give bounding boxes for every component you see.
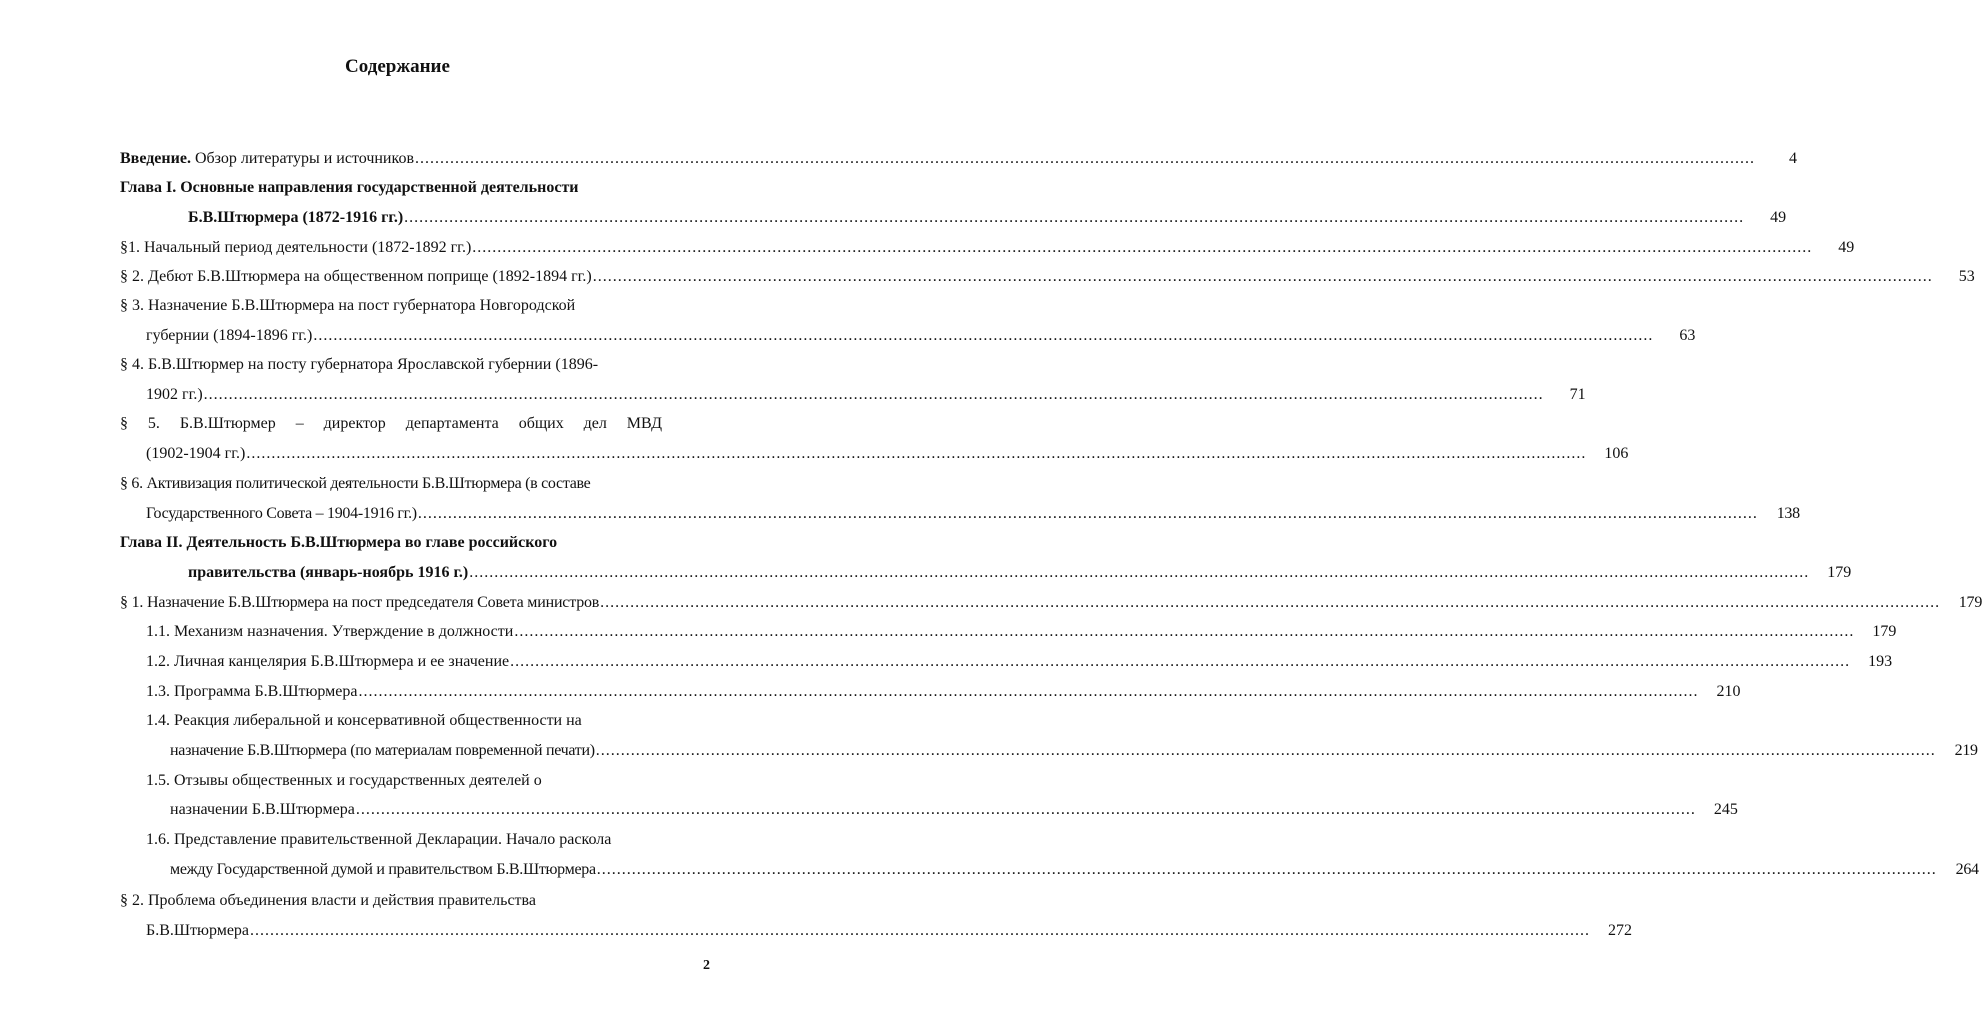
leader-dots: ............................................................................................................................................................................................................................................................................ — [415, 150, 1755, 167]
leader-dots: ............................................................................................................................................................................................................................................................................ — [417, 505, 1758, 522]
toc-entry-bold-label: Введение. — [120, 150, 191, 167]
leader-dots: ............................................................................................................................................................................................................................................................................ — [313, 327, 1654, 344]
toc-entry-page: 4 — [1789, 150, 1797, 167]
page-title: Содержание — [345, 56, 450, 77]
toc-entry-page: 106 — [1604, 445, 1629, 462]
leader-dots: ............................................................................................................................................................................................................................................................................ — [469, 564, 1810, 581]
toc-entry-text: Обзор литературы и источников — [190, 150, 414, 167]
toc-entry-text: § 2. Дебют Б.В.Штюрмера на общественном поприще (1892-1894 гг.) — [120, 268, 592, 285]
leader-dots: ............................................................................................................................................................................................................................................................................ — [510, 653, 1851, 670]
toc-entry-page: 71 — [1569, 386, 1586, 403]
toc-entry-text: § 5. Б.В.Штюрмер – директор департамента общих дел МВД — [120, 415, 662, 432]
toc-entry-text: (1902-1904 гг.) — [146, 445, 246, 462]
toc-entry-chapter-1-heading-cont[interactable] — [188, 207, 1787, 229]
toc-entry-page: 219 — [1954, 742, 1978, 759]
page-number: 2 — [703, 958, 710, 973]
toc-entry-subsection-1-1[interactable] — [146, 621, 1897, 643]
toc-entry-page: 272 — [1608, 922, 1633, 939]
toc-entry-subsection-1-6[interactable] — [146, 829, 700, 851]
toc-entry-subsection-1-2[interactable] — [146, 651, 1893, 673]
toc-entry-page: 179 — [1958, 594, 1982, 611]
toc-entry-page: 63 — [1679, 327, 1696, 344]
toc-entry-introduction[interactable] — [120, 148, 1797, 170]
toc-entry-text: назначение Б.В.Штюрмера (по материалам повременной печати) — [170, 742, 595, 759]
toc-entry-text: 1.1. Механизм назначения. Утверждение в должности — [146, 623, 514, 640]
leader-dots: ............................................................................................................................................................................................................................................................................ — [355, 801, 1696, 818]
toc-entry-text: Государственного Совета – 1904-1916 гг.) — [146, 505, 417, 522]
leader-dots: ............................................................................................................................................................................................................................................................................ — [404, 209, 1745, 226]
toc-entry-text: § 3. Назначение Б.В.Штюрмера на пост губернатора Новгородской — [120, 297, 576, 314]
toc-entry-text: § 1. Назначение Б.В.Штюрмера на пост председателя Совета министров — [120, 594, 600, 611]
toc-entry-subsection-1-5-cont[interactable] — [170, 799, 1738, 821]
leader-dots: ............................................................................................................................................................................................................................................................................ — [358, 683, 1699, 700]
toc-entry-page: 179 — [1872, 623, 1897, 640]
toc-entry-text: 1.4. Реакция либеральной и консервативной общественности на — [146, 712, 582, 729]
toc-entry-text: 1.2. Личная канцелярия Б.В.Штюрмера и ее значение — [146, 653, 510, 670]
toc-entry-text: § 4. Б.В.Штюрмер на посту губернатора Ярославской губернии (1896- — [120, 356, 599, 373]
toc-entry-section-1-5[interactable] — [120, 413, 700, 435]
toc-entry-section-1-4[interactable] — [120, 354, 700, 376]
leader-dots: ............................................................................................................................................................................................................................................................................ — [600, 594, 1941, 611]
toc-entry-page: 179 — [1827, 564, 1852, 581]
leader-dots: ............................................................................................................................................................................................................................................................................ — [592, 268, 1933, 285]
toc-entry-section-1-4-cont[interactable] — [146, 384, 1586, 406]
leader-dots: ............................................................................................................................................................................................................................................................................ — [472, 239, 1813, 256]
toc-entry-text: назначении Б.В.Штюрмера — [170, 801, 355, 818]
toc-entry-subsection-1-5[interactable] — [146, 770, 700, 792]
toc-entry-section-1-5-cont[interactable] — [146, 443, 1629, 465]
toc-entry-page: 138 — [1776, 505, 1800, 522]
toc-entry-page: 210 — [1716, 683, 1741, 700]
toc-entry-text: § 6. Активизация политической деятельности Б.В.Штюрмера (в составе — [120, 475, 591, 492]
toc-entry-text: губернии (1894-1896 гг.) — [146, 327, 313, 344]
toc-entry-section-1-3-cont[interactable] — [146, 325, 1696, 347]
leader-dots: ............................................................................................................................................................................................................................................................................ — [246, 445, 1587, 462]
toc-entry-subsection-1-3[interactable] — [146, 681, 1741, 703]
toc-entry-text: 1.6. Представление правительственной Декларации. Начало раскола — [146, 831, 612, 848]
toc-entry-text: 1.3. Программа Б.В.Штюрмера — [146, 683, 358, 700]
toc-entry-bold-label: Глава I. Основные направления государственной деятельности — [120, 179, 579, 196]
toc-entry-bold-label: правительства (январь-ноябрь 1916 г.) — [188, 564, 469, 581]
toc-entry-bold-label: Б.В.Штюрмера (1872-1916 гг.) — [188, 209, 404, 226]
toc-entry-section-1-6-cont[interactable] — [146, 503, 1800, 525]
toc-entry-section-2-2[interactable] — [120, 890, 700, 912]
toc-entry-page: 193 — [1868, 653, 1893, 670]
toc-entry-page: 264 — [1955, 861, 1979, 878]
toc-entry-subsection-1-6-cont[interactable] — [170, 859, 1979, 881]
toc-entry-subsection-1-4[interactable] — [146, 710, 700, 732]
toc-entry-chapter-2-heading-cont[interactable] — [188, 562, 1852, 584]
toc-entry-text: Б.В.Штюрмера — [146, 922, 250, 939]
leader-dots: ............................................................................................................................................................................................................................................................................ — [203, 386, 1544, 403]
toc-entry-section-2-2-cont[interactable] — [146, 920, 1633, 942]
leader-dots: ............................................................................................................................................................................................................................................................................ — [596, 861, 1937, 878]
toc-entry-subsection-1-4-cont[interactable] — [170, 740, 1978, 762]
toc-entry-text: § 2. Проблема объединения власти и действия правительства — [120, 892, 536, 909]
toc-entry-section-1-6[interactable] — [120, 473, 700, 495]
leader-dots: ............................................................................................................................................................................................................................................................................ — [250, 922, 1591, 939]
toc-entry-chapter-1-heading[interactable] — [120, 177, 700, 199]
toc-entry-section-2-1[interactable] — [120, 592, 1982, 614]
toc-entry-page: 53 — [1958, 268, 1975, 285]
toc-entry-section-1-2[interactable] — [120, 266, 1975, 288]
leader-dots: ............................................................................................................................................................................................................................................................................ — [514, 623, 1855, 640]
toc-entry-bold-label: Глава II. Деятельность Б.В.Штюрмера во главе российского — [120, 534, 558, 551]
toc-entry-text: §1. Начальный период деятельности (1872-1892 гг.) — [120, 239, 472, 256]
toc-entry-page: 49 — [1770, 209, 1787, 226]
toc-entry-text: 1902 гг.) — [146, 386, 203, 403]
toc-entry-text: 1.5. Отзывы общественных и государственных деятелей о — [146, 772, 542, 789]
toc-entry-page: 49 — [1838, 239, 1855, 256]
toc-entry-section-1-1[interactable] — [120, 237, 1855, 259]
toc-entry-page: 245 — [1713, 801, 1738, 818]
toc-entry-text: между Государственной думой и правительством Б.В.Штюрмера — [170, 861, 596, 878]
toc-entry-section-1-3[interactable] — [120, 295, 700, 317]
leader-dots: ............................................................................................................................................................................................................................................................................ — [595, 742, 1936, 759]
toc-entry-chapter-2-heading[interactable] — [120, 532, 700, 554]
